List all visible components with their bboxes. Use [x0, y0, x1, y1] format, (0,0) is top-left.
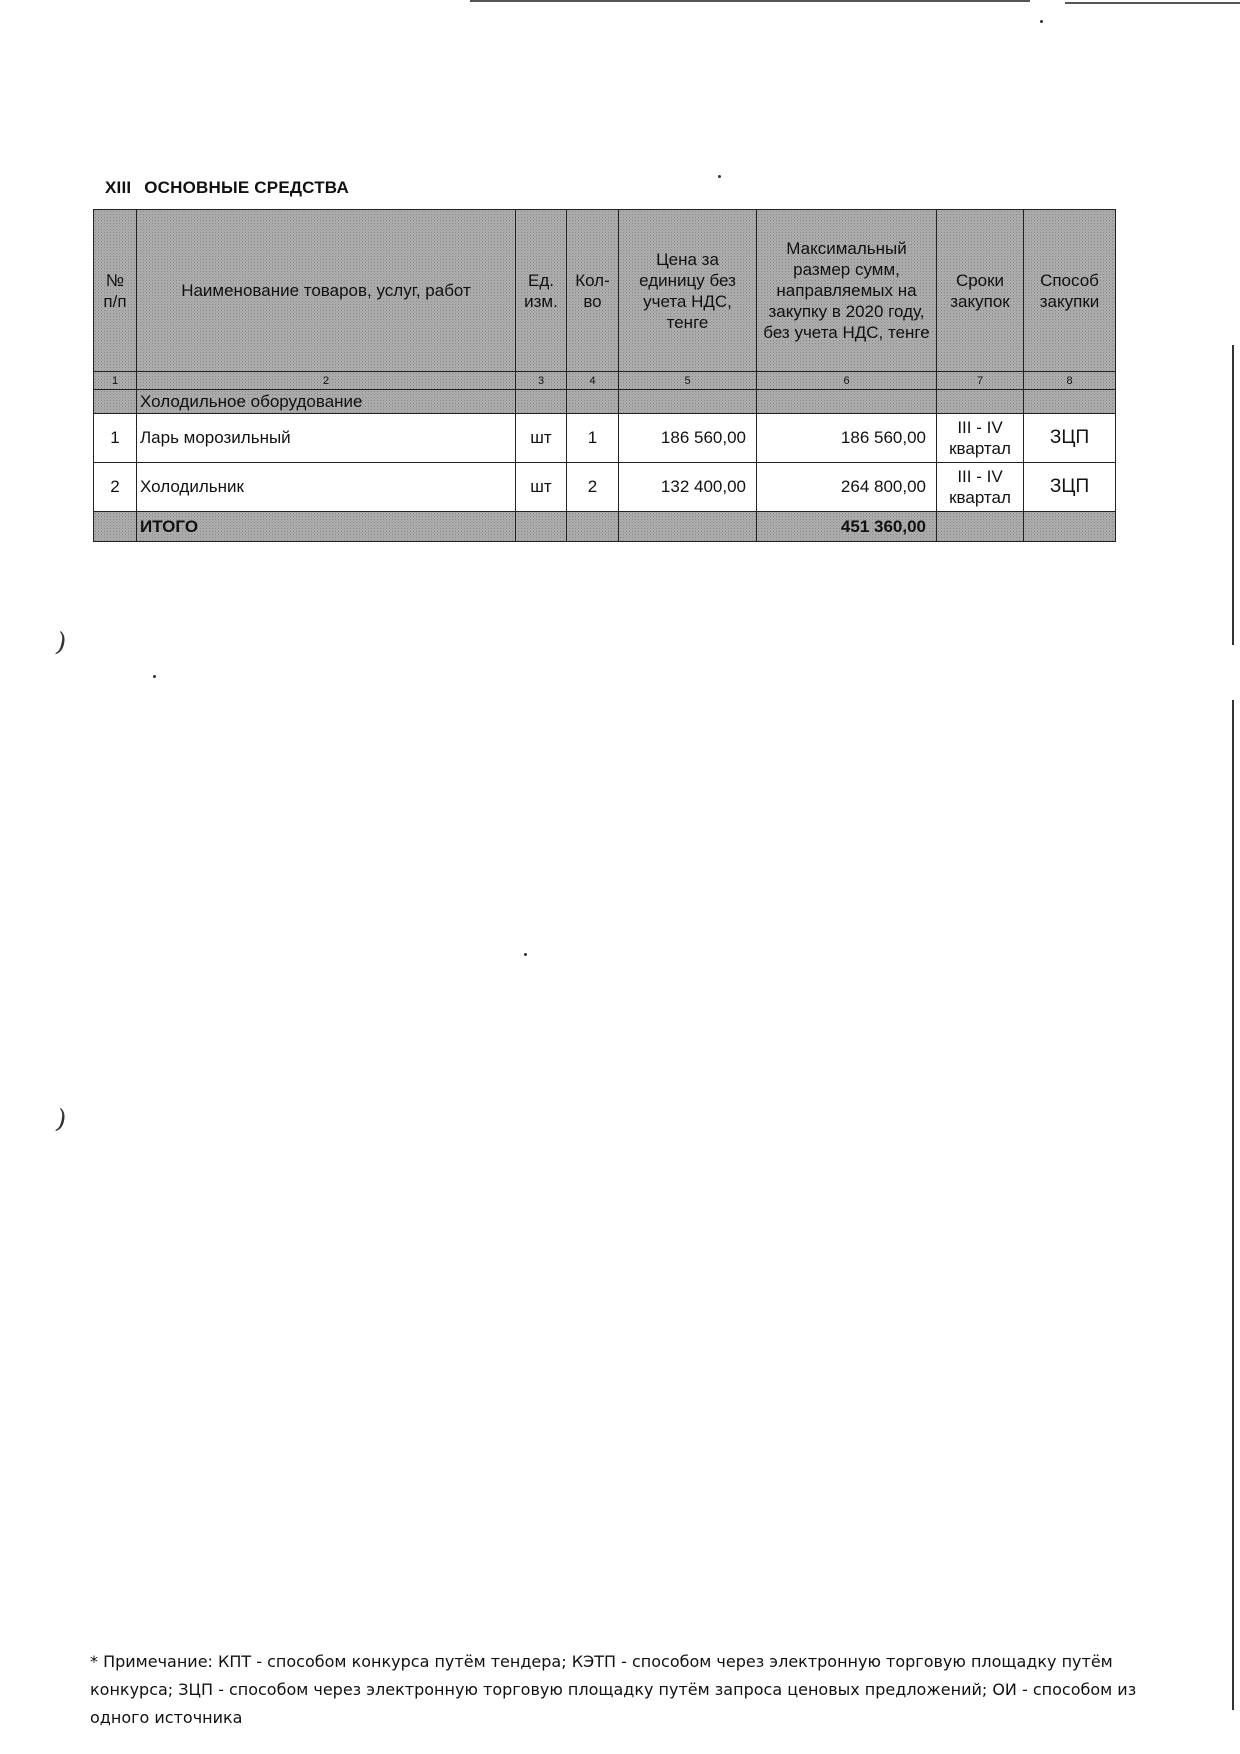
row-qty: 2 — [567, 463, 619, 512]
scan-edge-top-right — [1065, 2, 1240, 4]
punch-hole-mark: ) — [52, 1104, 70, 1136]
row-name: Холодильник — [137, 463, 516, 512]
punch-hole-mark: ) — [52, 627, 70, 659]
group-cell-empty — [937, 390, 1024, 414]
total-cell-empty — [94, 512, 137, 542]
column-number: 3 — [516, 372, 567, 390]
scan-speck — [1040, 20, 1043, 23]
total-cell-empty — [567, 512, 619, 542]
table-row — [94, 414, 1116, 463]
row-price: 132 400,00 — [619, 463, 757, 512]
column-number: 2 — [137, 372, 516, 390]
scan-edge-right-lower — [1232, 700, 1234, 1710]
column-number-row — [94, 372, 1116, 390]
total-cell-empty — [937, 512, 1024, 542]
group-cell-empty — [94, 390, 137, 414]
column-number: 4 — [567, 372, 619, 390]
header-price: Цена за единицу без учета НДС, тенге — [619, 210, 757, 372]
row-no: 1 — [94, 414, 137, 463]
section-name: ОСНОВНЫЕ СРЕДСТВА — [144, 178, 349, 197]
row-period — [937, 414, 1024, 463]
header-max-sum: Максимальный размер сумм, направляемых на закупку в 2020 году, без учета НДС, тенге — [757, 210, 937, 372]
row-method: ЗЦП — [1024, 414, 1116, 463]
header-name: Наименование товаров, услуг, работ — [137, 210, 516, 372]
total-label: ИТОГО — [137, 512, 516, 542]
row-period — [937, 463, 1024, 512]
row-period-range: III - IV — [957, 418, 1003, 437]
header-method: Способ закупки — [1024, 210, 1116, 372]
group-cell-empty — [1024, 390, 1116, 414]
row-period-unit: квартал — [949, 488, 1011, 507]
group-row — [94, 390, 1116, 414]
column-number: 1 — [94, 372, 137, 390]
section-title — [105, 178, 349, 198]
group-cell-empty — [516, 390, 567, 414]
group-cell-empty — [567, 390, 619, 414]
row-period-unit: квартал — [949, 439, 1011, 458]
column-number: 7 — [937, 372, 1024, 390]
total-value: 451 360,00 — [757, 512, 937, 542]
row-name: Ларь морозильный — [137, 414, 516, 463]
scan-speck — [153, 675, 156, 678]
scan-edge-top — [470, 0, 1030, 2]
header-no: № п/п — [94, 210, 137, 372]
table-row — [94, 463, 1116, 512]
row-max-sum: 186 560,00 — [757, 414, 937, 463]
row-unit: шт — [516, 463, 567, 512]
row-unit: шт — [516, 414, 567, 463]
scan-speck — [718, 175, 721, 178]
group-title: Холодильное оборудование — [137, 390, 516, 414]
row-method: ЗЦП — [1024, 463, 1116, 512]
group-cell-empty — [619, 390, 757, 414]
header-period: Сроки закупок — [937, 210, 1024, 372]
table-header-row — [94, 210, 1116, 372]
total-cell-empty — [516, 512, 567, 542]
row-price: 186 560,00 — [619, 414, 757, 463]
row-qty: 1 — [567, 414, 619, 463]
row-period-range: III - IV — [957, 467, 1003, 486]
row-max-sum: 264 800,00 — [757, 463, 937, 512]
total-cell-empty — [1024, 512, 1116, 542]
total-row — [94, 512, 1116, 542]
header-qty: Кол-во — [567, 210, 619, 372]
group-cell-empty — [757, 390, 937, 414]
total-cell-empty — [619, 512, 757, 542]
column-number: 6 — [757, 372, 937, 390]
header-unit: Ед. изм. — [516, 210, 567, 372]
column-number: 5 — [619, 372, 757, 390]
scan-edge-right — [1232, 345, 1234, 645]
row-no: 2 — [94, 463, 137, 512]
footnote: * Примечание: КПТ - способом конкурса путём тендера; КЭТП - способом через электронную торговую площадку путём конкурса; ЗЦП - способом через электронную торговую площадку путём запроса ценовых предложений; ОИ - способом из одного источника — [90, 1652, 1137, 1727]
scan-speck — [524, 953, 527, 956]
column-number: 8 — [1024, 372, 1116, 390]
procurement-table — [93, 209, 1116, 542]
section-number: XIII — [105, 178, 132, 197]
